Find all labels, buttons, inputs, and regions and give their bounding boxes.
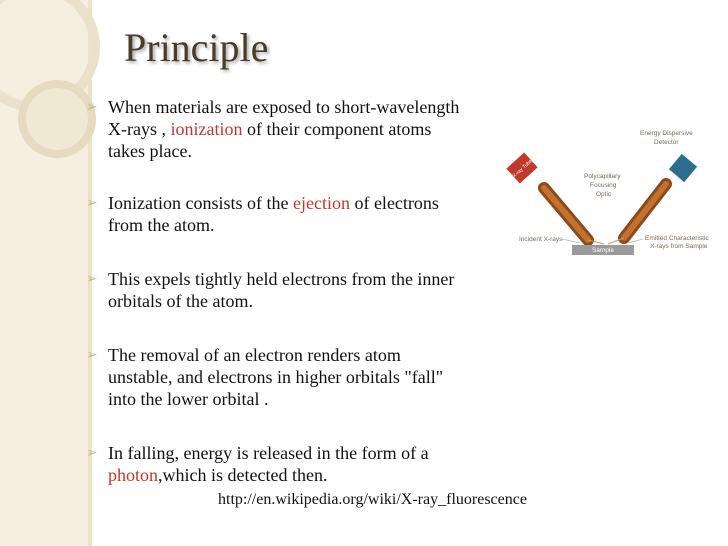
bullet-item: ➢ The removal of an electron renders atom unstable, and electrons in higher orbitals "fall" into the lower orbital . — [86, 345, 444, 409]
bullet-arrow-icon: ➢ — [86, 348, 98, 363]
bullet-item: ➢ Ionization consists of the ejection of electrons from the atom. — [86, 193, 439, 235]
bullet-arrow-icon: ➢ — [86, 446, 98, 461]
incident-optic-left-highlight — [544, 188, 588, 240]
bullet-item: ➢ In falling, energy is released in the form of a photon,which is detected then. — [86, 443, 429, 485]
incident-pointer — [562, 239, 580, 243]
optic-label-1: Polycapillary — [584, 173, 621, 180]
xray-tube — [506, 152, 538, 183]
xray-tube-label: X-ray Tube — [511, 158, 534, 180]
emitted-optic-right-highlight — [624, 184, 666, 238]
sample-label: Sample — [591, 247, 615, 254]
highlight-term: photon — [108, 465, 159, 485]
bullet-list — [86, 96, 466, 486]
detector-label-1: Energy Dispersive — [640, 130, 693, 137]
bullet-arrow-icon: ➢ — [86, 100, 98, 115]
bullet-item: ➢ This expels tightly held electrons from the inner orbitals of the atom. — [86, 269, 455, 311]
source-url: http://en.wikipedia.org/wiki/X-ray_fluorescence — [218, 491, 527, 508]
emitted-label-1: Emitted Characteristic — [645, 235, 709, 242]
emitted-label-2: X-rays from Sample — [650, 243, 708, 250]
optic-label-3: Optic — [596, 191, 612, 198]
optic-label-2: Focusing — [590, 182, 617, 189]
bullet-item: ➢ When materials are exposed to short-wavelength X-rays , ionization of their component atoms takes place. — [86, 97, 460, 161]
highlight-term: ejection — [292, 193, 350, 213]
detector-body — [669, 154, 697, 182]
decor-circle-mid — [18, 80, 96, 158]
incident-label: Incident X-rays — [519, 236, 563, 243]
bullet-arrow-icon: ➢ — [86, 272, 98, 287]
detector-label-2: Detector — [654, 139, 679, 146]
xrf-diagram — [500, 118, 728, 278]
highlight-term: ionization — [170, 119, 243, 139]
bullet-arrow-icon: ➢ — [86, 196, 98, 211]
slide-title: Principle — [124, 25, 269, 70]
